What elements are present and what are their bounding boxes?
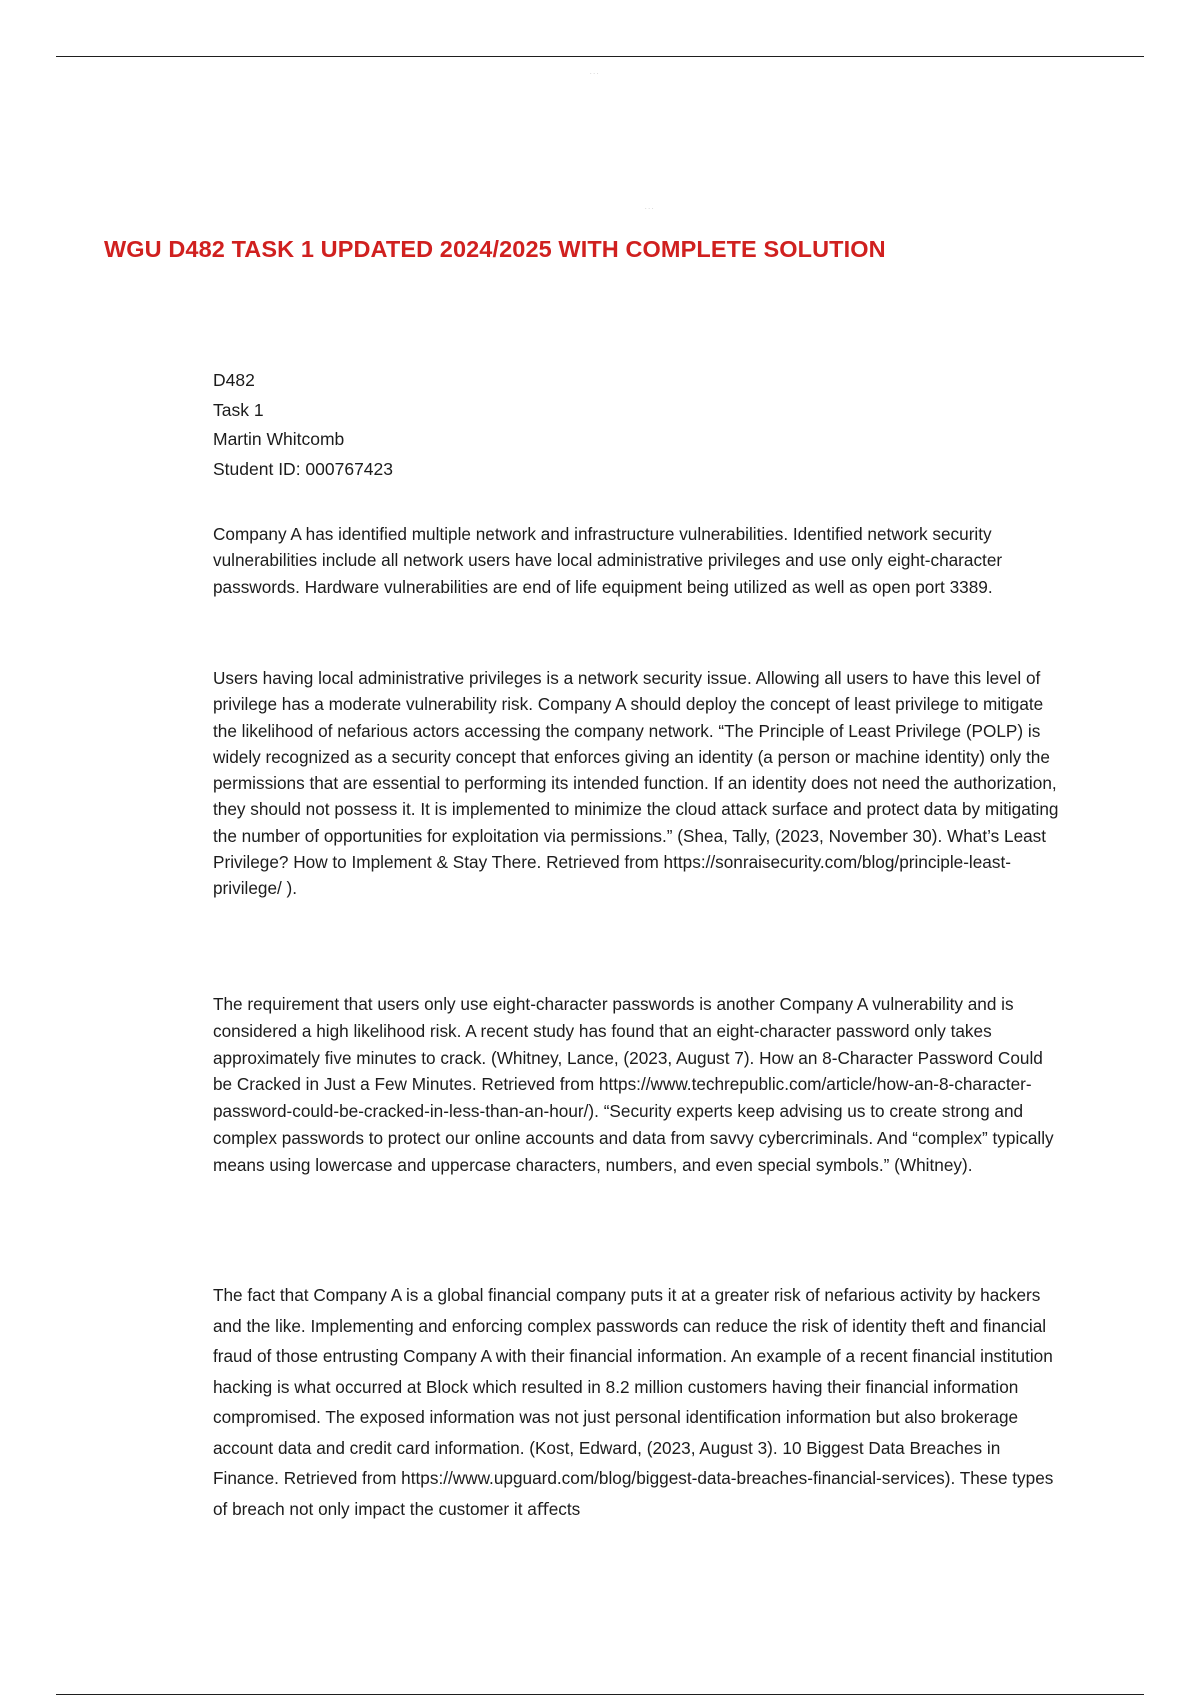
author-name: Martin Whitcomb: [213, 429, 345, 449]
body-paragraph: Company A has identiﬁed multiple network and infrastructure vulnerabilities. Identiﬁed network security vulnerabilities include all network users have local administrative privileges and use only eight-character passwords. Hardware vulnerabilities are end of life equipment being utilized as well as open port 3389.: [213, 524, 1003, 597]
course-code: D482: [213, 370, 255, 390]
body-paragraph: The requirement that users only use eight-character passwords is another Company A vulnerability and is considered a high likelihood risk. A recent study has found that an eight-character password only takes approximately ﬁve minutes to crack. (Whitney, Lance, (2023, August 7). How an 8-Character Password Could be Cracked in Just a Few Minutes. Retrieved from https://www.techrepublic.com/article/how-an-8-character-password-could-be-cracked-in-less-than-an-hour/). “Security experts keep advising us to create strong and complex passwords to protect our online accounts and data from savvy cybercriminals. And “complex” typically means using lowercase and uppercase characters, numbers, and even special symbols.” (Whitney).: [213, 994, 1054, 1175]
assignment-header: [213, 366, 393, 484]
body-paragraph: The fact that Company A is a global ﬁnancial company puts it at a greater risk of nefarious activity by hackers and the like. Implementing and enforcing complex passwords can reduce the risk of identity theft and ﬁnancial fraud of those entrusting Company A with their ﬁnancial information. An example of a recent ﬁnancial institution hacking is what occurred at Block which resulted in 8.2 million customers having their ﬁnancial information compromised. The exposed information was not just personal identiﬁcation information but also brokerage account data and credit card information. (Kost, Edward, (2023, August 3). 10 Biggest Data Breaches in Finance. Retrieved from https://www.upguard.com/blog/biggest-data-breaches-ﬁnancial-services). These types of breach not only impact the customer it aﬀects: [213, 1285, 1054, 1519]
header-mark: - - -: [645, 205, 654, 210]
bottom-rule: [56, 1694, 1144, 1695]
document-title: WGU D482 TASK 1 UPDATED 2024/2025 WITH COMPLETE SOLUTION: [104, 236, 886, 262]
student-id: Student ID: 000767423: [213, 458, 394, 479]
header-mark: - - -: [590, 70, 599, 75]
body-paragraph: Users having local administrative privileges is a network security issue. Allowing all users to have this level of privilege has a moderate vulnerability risk. Company A should deploy the concept of least privilege to mitigate the likelihood of nefarious actors accessing the company network. “The Principle of Least Privilege (POLP) is widely recognized as a security concept that enforces giving an identity (a person or machine identity) only the permissions that are essential to performing its intended function. If an identity does not need the authorization, they should not possess it. It is implemented to minimize the cloud attack surface and protect data by mitigating the number of opportunities for exploitation via permissions.” (Shea, Tally, (2023, November 30). What’s Least Privilege? How to Implement & Stay There. Retrieved from https://sonraisecurity.com/blog/principle-least-privilege/ ).: [213, 668, 1059, 899]
task-number: Task 1: [213, 399, 264, 420]
top-rule: [56, 56, 1144, 57]
